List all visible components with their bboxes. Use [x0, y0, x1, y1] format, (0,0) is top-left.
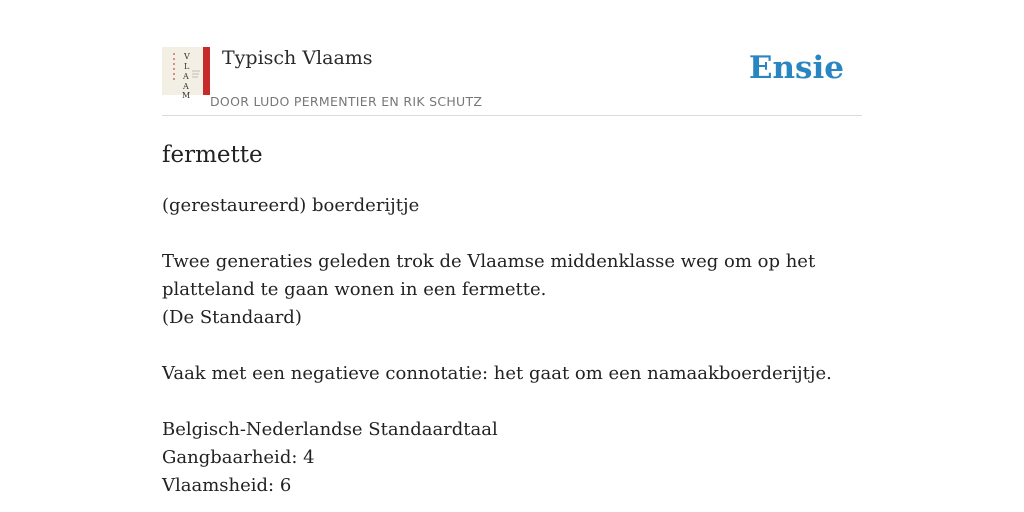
- entry-term: fermette: [162, 142, 263, 168]
- example-line: Twee generaties geleden trok de Vlaamse middenklasse weg om op het: [162, 251, 816, 272]
- logo-letter: A: [183, 82, 189, 91]
- dictionary-title-link[interactable]: Typisch Vlaams: [222, 47, 373, 69]
- logo-letter: V: [184, 52, 190, 61]
- logo-letter: A: [183, 72, 189, 81]
- example-source: (De Standaard): [162, 307, 302, 328]
- entry-definition: (gerestaureerd) boerderijtje: [162, 195, 420, 216]
- dictionary-entry: [162, 138, 862, 500]
- entry-meta: [162, 416, 862, 500]
- example-line: platteland te gaan wonen in een fermette.: [162, 279, 547, 300]
- dictionary-authors: DOOR LUDO PERMENTIER EN RIK SCHUTZ: [210, 94, 483, 109]
- ensie-brand-link[interactable]: Ensie: [748, 50, 844, 86]
- entry-vlaamsheid: Vlaamsheid: 6: [162, 475, 292, 496]
- logo-letter: L: [184, 62, 190, 71]
- book-cover-graphic: [162, 47, 210, 100]
- logo-letter: M: [182, 91, 191, 100]
- entry-note: Vaak met een negatieve connotatie: het gaat om een namaakboerderijtje.: [162, 363, 832, 384]
- dictionary-header: [162, 44, 862, 116]
- entry-example: [162, 248, 862, 332]
- entry-gangbaarheid: Gangbaarheid: 4: [162, 447, 315, 468]
- book-cover-logo-icon[interactable]: [162, 47, 210, 100]
- entry-language: Belgisch-Nederlandse Standaardtaal: [162, 419, 498, 440]
